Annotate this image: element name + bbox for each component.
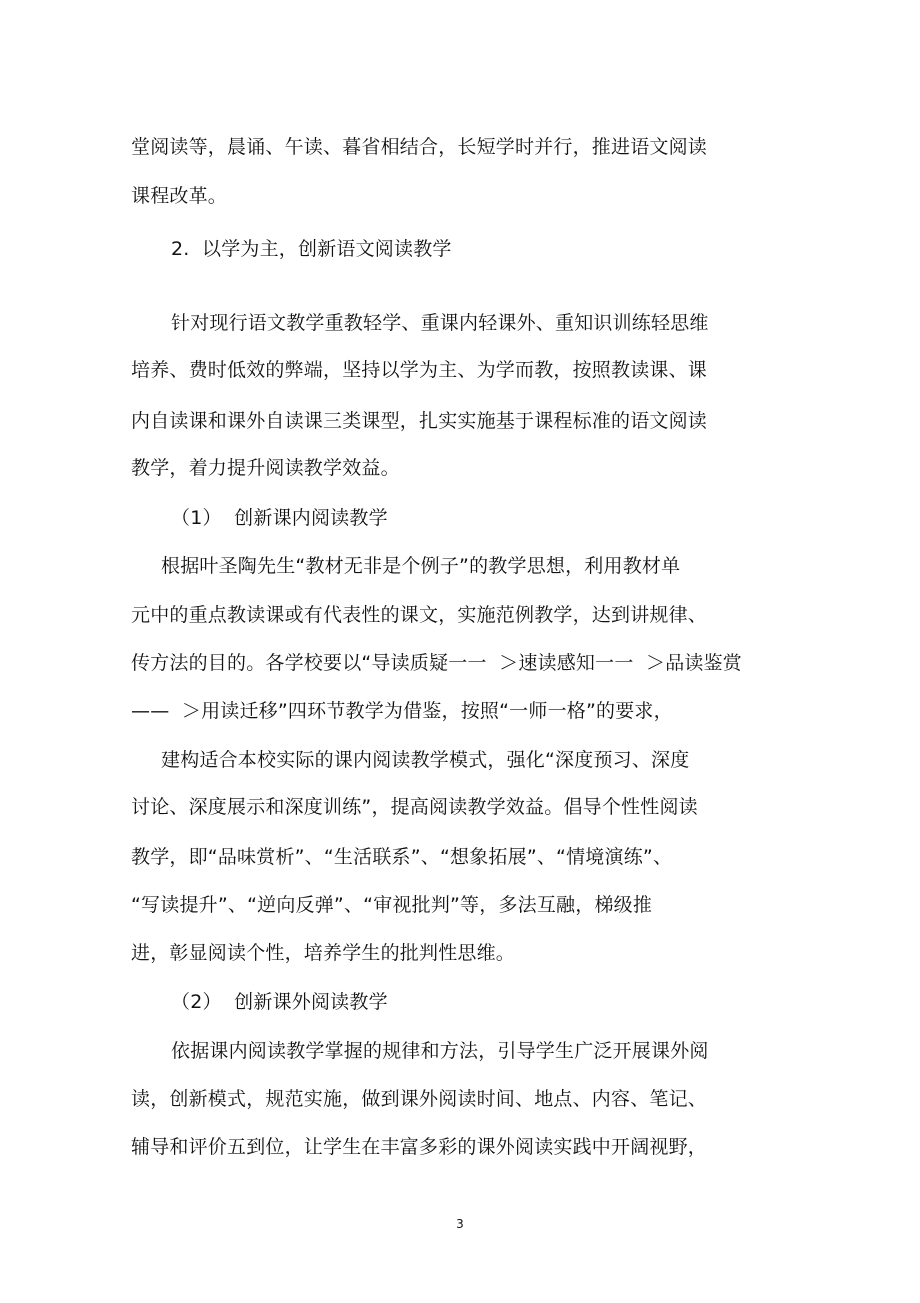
paragraph-line: 教学，即“品味赏析”、“生活联系”、“想象拓展”、“情境演练”、 bbox=[131, 846, 673, 868]
subsection-heading: （1） 创新课内阅读教学 bbox=[171, 507, 388, 529]
page-number: 3 bbox=[456, 1217, 464, 1231]
paragraph-line: 元中的重点教读课或有代表性的课文，实施范例教学，达到讲规律、 bbox=[131, 604, 708, 626]
paragraph-line: 针对现行语文教学重教轻学、重课内轻课外、重知识训练轻思维 bbox=[171, 312, 709, 334]
paragraph-line: 辅导和评价五到位，让学生在丰富多彩的课外阅读实践中开阔视野， bbox=[131, 1136, 708, 1158]
paragraph-line: 培养、费时低效的弊端，坚持以学为主、为学而教，按照教读课、课 bbox=[131, 359, 708, 381]
section-heading: 2. 以学为主，创新语文阅读教学 bbox=[171, 238, 452, 260]
paragraph-line: “写读提升”、“逆向反弹”、“审视批判”等，多法互融，梯级推 bbox=[131, 894, 653, 916]
paragraph-line: 读，创新模式，规范实施，做到课外阅读时间、地点、内容、笔记、 bbox=[131, 1088, 708, 1110]
paragraph-line: 讨论、深度展示和深度训练”，提高阅读教学效益。倡导个性性阅读 bbox=[131, 796, 698, 818]
paragraph-line: 根据叶圣陶先生“教材无非是个例子”的教学思想，利用教材单 bbox=[161, 555, 681, 577]
paragraph-line: 建构适合本校实际的课内阅读教学模式，强化“深度预习、深度 bbox=[161, 749, 690, 771]
paragraph-line: 堂阅读等，晨诵、午读、暮省相结合，长短学时并行，推进语文阅读 bbox=[131, 136, 708, 158]
paragraph-line: —— ＞用读迁移”四环节教学为借鉴，按照“一师一格”的要求， bbox=[131, 700, 673, 722]
subsection-heading: （2） 创新课外阅读教学 bbox=[171, 991, 388, 1013]
paragraph-line: 传方法的目的。各学校要以“导读质疑一一 ＞速读感知一一 ＞品读鉴赏 bbox=[131, 652, 743, 674]
paragraph-line: 课程改革。 bbox=[131, 185, 228, 207]
paragraph-line: 教学，着力提升阅读教学效益。 bbox=[131, 457, 400, 479]
paragraph-line: 内自读课和课外自读课三类课型，扎实实施基于课程标准的语文阅读 bbox=[131, 410, 708, 432]
paragraph-line: 依据课内阅读教学掌握的规律和方法，引导学生广泛开展课外阅 bbox=[171, 1040, 709, 1062]
paragraph-line: 进，彰显阅读个性，培养学生的批判性思维。 bbox=[131, 942, 516, 964]
